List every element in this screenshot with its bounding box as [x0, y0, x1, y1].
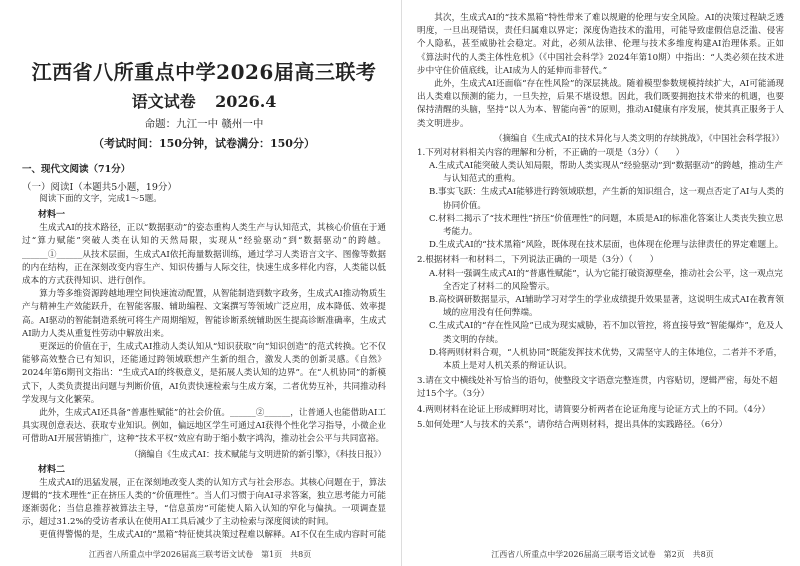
exam-title: 江西省八所重点中学2026届高三联考: [31, 60, 377, 84]
material2-source: （摘编自《生成式AI的技术异化与人类文明的存续挑战》，《中国社会科学报》）: [494, 132, 784, 143]
question-1: 1.下列对材料相关内容的理解和分析，不正确的一项是（3分）（ ）: [417, 147, 685, 158]
material2-paragraph: 其次，生成式AI的“技术黑箱”特性带来了难以规避的伦理与安全风险。AI的决策过程缺乏透明度，一旦出现错误，责任归属难以界定；深度伪造技术的滥用，可能导致虚假信息泛滥、侵害个人隐私，甚至威胁社会稳定。对此，必须从法律、伦理与技术多维度构建AI治理体系。正如《算法时代的人类主体性危机》（《中国社会科学》2024年第10期）中指出：“人类必须在技术进步中守住价值底线，让AI成为人的延伸而非替代。”: [417, 13, 784, 76]
page-right-content: [417, 12, 784, 542]
exam-time-info: （考试时间：150分钟，试卷满分：150分）: [93, 137, 315, 150]
question-2: 2.根据材料一和材料二，下列说法正确的一项是（3分）（ ）: [417, 255, 659, 266]
reading-instruction: 阅读下面的文字，完成1～5题。: [39, 194, 162, 204]
question-2-option: D.将两则材料合观，“人机协同”既能发挥技术优势，又需坚守人的主体地位，二者并不矛盾，本质上是对人机关系的辩证认识。: [429, 347, 783, 372]
material1-paragraph: 算力等多维资源跨越地理空间快速流动配置，从智能制造到数字政务，生成式AI推动物质生产与精神生产效能跃升，在智能客服、辅助编程、文案撰写等领域广泛应用，成本降低、效率提高。AI驱动的智能制造系统可将生产周期缩短，智能诊断系统辅助医生提高诊断准确率，生成式AI助力人类从重复性劳动中解放出来。: [22, 289, 386, 339]
question-4: 4.两则材料在论证上形成鲜明对比，请简要分析两者在论证角度与论证方式上的不同。（4分）: [417, 404, 771, 415]
material2-paragraph: 此外，生成式AI还面临“存在性风险”的深层挑战。随着模型参数规模持续扩大，AI可能涌现出人类难以预测的能力，一旦失控，后果不堪设想。因此，我们既要拥抱技术带来的机遇，也要保持清醒的头脑，坚持“以人为本、智能向善”的原则，推动AI健康有序发展，使其真正服务于人类文明进步。: [417, 79, 784, 129]
subsection-heading: （一）阅读Ⅰ（本题共5小题，19分）: [22, 182, 177, 193]
question-1-option: D.生成式AI的“技术黑箱”风险，既体现在技术层面，也体现在伦理与法律责任的界定难题上。: [429, 240, 784, 251]
page-left-content: [22, 12, 386, 542]
question-2-option: B.高校调研数据显示，AI辅助学习对学生的学业成绩提升效果显著，这说明生成式AI在教育领域的应用没有任何弊端。: [429, 295, 784, 319]
section-heading: 一、现代文阅读（71分）: [22, 164, 131, 175]
exam-subject-line: [22, 89, 386, 112]
material1-paragraph: 生成式AI的技术路径，正以“数据驱动”的姿态重构人类生产与认知范式，其核心价值在于通过“算力赋能”突破人类在认知的天然局限，实现从“经验驱动”到“数据驱动”的跨越。______①______从技术层面，生成式AI依托海量数据训练，通过学习人类语言文字、图像等数据的内在结构，正在深刻改变内容生产、知识传播与人际交往，快速生成多样化内容，人类能以低成本的方式获得知识、进行创作。: [22, 223, 386, 287]
question-3: 3.请在文中横线处补写恰当的语句，使整段文字语意完整连贯，内容贴切，逻辑严密，每处不超过15个字。（3分）: [417, 376, 778, 400]
question-5: 5.如何处理“人与技术的关系”，请你结合两则材料，提出具体的实践路径。（6分）: [417, 419, 728, 430]
question-1-option: C.材料二揭示了“技术理性”挤压“价值理性”的问题，本质是AI的标准化答案让人类丧失独立思考能力。: [429, 213, 784, 238]
material2-paragraph: 更值得警惕的是，生成式AI的“黑箱”特征使其决策过程难以解释。AI不仅在生成内容时可能: [39, 530, 386, 541]
exam-date: 2026.4: [215, 92, 277, 111]
question-1-option: A.生成式AI能突破人类认知局限，帮助人类实现从“经验驱动”到“数据驱动”的跨越，推动生产与认知范式的重构。: [429, 161, 784, 185]
question-2-option: C.生成式AI的“存在性风险”已成为现实威胁，若不加以管控，将直接导致“智能爆炸”，危及人类文明的存续。: [429, 321, 784, 345]
material2-label: 材料二: [38, 464, 66, 475]
page-right: [405, 0, 800, 566]
material2-paragraph: 生成式AI的迅猛发展，正在深刻地改变人类的认知方式与社会形态。其核心问题在于，算法逻辑的“技术理性”正在挤压人类的“价值理性”。当人们习惯于向AI寻求答案，独立思考能力可能逐渐弱化；当信息推荐被算法主导，“信息茧房”可能使人陷入认知的窄化与偏执。一项调查显示，超过31.2%的受访者承认在使用AI工具后减少了主动检索与深度阅读的时间。: [22, 477, 386, 528]
page-right-footer: 江西省八所重点中学2026届高三联考语文试卷 第2页 共8页: [491, 550, 714, 559]
question-2-option: A.材料一强调生成式AI的“普惠性赋能”，认为它能打破资源壁垒，推动社会公平，这一观点完全否定了材料二的风险警示。: [429, 268, 783, 292]
exam-setters: 命题：九江一中 赣州一中: [144, 118, 264, 130]
question-1-option: B.事实飞跃：生成式AI能够进行跨领域联想，产生新的知识组合，这一观点否定了AI与人类的协同价值。: [429, 187, 784, 211]
page-divider: [401, 0, 402, 566]
material1-paragraph: 此外，生成式AI还具备“普惠性赋能”的社会价值。______②______，让普通人也能借助AI工具实现创意表达、获取专业知识。例如，偏远地区学生可通过AI获得个性化学习指导，小微企业可借助AI开展营销推广，这种“技术平权”效应有助于缩小数字鸿沟，推动社会公平与共同富裕。: [22, 408, 386, 445]
material1-paragraph: 更深远的价值在于，生成式AI推动人类认知从“知识获取”向“知识创造”的范式转换。它不仅能够高效整合已有知识，还能通过跨领域联想产生新的组合，激发人类的创新灵感。《自然》2024年第6期刊文指出：“生成式AI的终极意义，是拓展人类认知的边界”。在“人机协同”的新模式下，人类负责提出问题与判断价值，AI负责快速检索与生成方案，二者优势互补，共同推动科学发现与文化繁荣。: [22, 342, 386, 405]
page-left-footer: 江西省八所重点中学2026届高三联考语文试卷 第1页 共8页: [88, 550, 312, 559]
exam-subject: 语文试卷: [131, 92, 196, 111]
material1-label: 材料一: [38, 210, 66, 221]
material1-source: （摘编自《生成式AI：技术赋能与文明进阶的新引擎》，《科技日报》）: [129, 448, 386, 459]
